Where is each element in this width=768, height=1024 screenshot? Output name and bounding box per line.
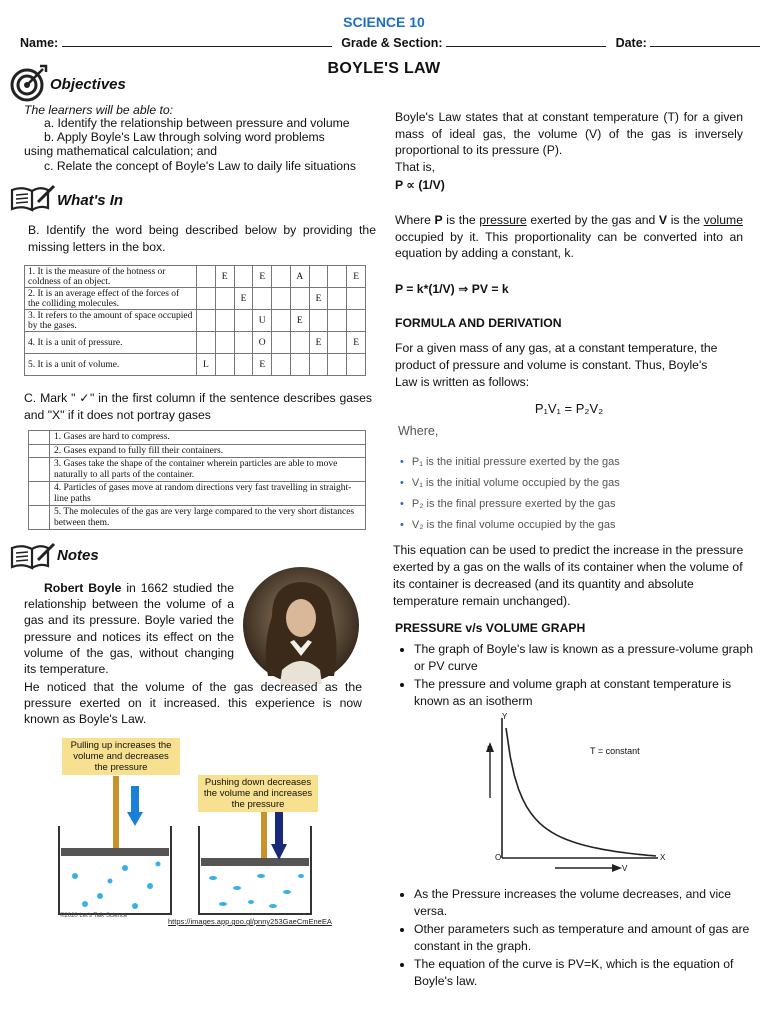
objectives-intro: The learners will be able to: bbox=[24, 103, 174, 117]
conclusion-bullet: • As the Pressure increases the volume decreases, and vice versa. bbox=[414, 886, 759, 920]
image-link[interactable]: https://images.app.goo.gl/pnny253GaeCmEneEA bbox=[168, 917, 332, 926]
letter-box[interactable] bbox=[290, 354, 309, 376]
name-line bbox=[20, 34, 750, 50]
conclusion-bullet: • Other parameters such as temperature and amount of gas are constant in the graph. bbox=[414, 921, 759, 955]
notes-heading: Notes bbox=[57, 547, 99, 564]
where-label: Where, bbox=[398, 424, 439, 438]
bullet-dot-icon: • bbox=[400, 456, 404, 468]
boyle-paragraph-2: He noticed that the volume of the gas decreased as the pressure exerted on it increased. this experience is now known as Boyle's Law. bbox=[24, 680, 362, 727]
where-item bbox=[400, 452, 716, 472]
statement-cell: 4. Particles of gases move at random directions very fast travelling in straight-line paths bbox=[50, 482, 366, 506]
target-icon bbox=[10, 64, 48, 102]
statement-row bbox=[29, 431, 366, 445]
where-list bbox=[398, 452, 716, 536]
statement-row bbox=[29, 458, 366, 482]
letter-box[interactable] bbox=[197, 332, 216, 354]
letter-box[interactable] bbox=[347, 310, 366, 332]
clue-cell: 3. It refers to the amount of space occupied by the gases. bbox=[25, 310, 197, 332]
formula-text: For a given mass of any gas, at a constant temperature, the product of pressure and volume is constant. Thus, Boyle's Law is written as follows: bbox=[395, 341, 718, 389]
boyle-name: Robert Boyle bbox=[44, 581, 122, 595]
letter-box[interactable]: E bbox=[253, 354, 272, 376]
letter-box[interactable] bbox=[328, 288, 347, 310]
where-text-2: is the bbox=[442, 213, 480, 227]
conclusion-bullets bbox=[396, 886, 759, 991]
letter-box[interactable] bbox=[215, 310, 234, 332]
letter-box[interactable] bbox=[253, 288, 272, 310]
where-item-text: V₂ is the final volume occupied by the gas bbox=[411, 519, 616, 531]
robert-boyle-portrait bbox=[242, 566, 360, 684]
where-item bbox=[400, 515, 716, 535]
graph-bullet: • The graph of Boyle's law is known as a pressure-volume graph or PV curve bbox=[414, 641, 759, 675]
letter-box[interactable]: E bbox=[309, 288, 328, 310]
statement-cell: 5. The molecules of the gas are very large compared to the very short distances between them. bbox=[50, 506, 366, 530]
word-table bbox=[24, 265, 366, 376]
pv-graph bbox=[480, 708, 675, 880]
predict-text: This equation can be used to predict the increase in the pressure exerted by a gas on the walls of its container when the volume of its container is decreased (and its quantity and absolute temperature remain unchanged). bbox=[393, 543, 744, 608]
objective-c: c. Relate the concept of Boyle's Law to daily life situations bbox=[44, 159, 356, 173]
where-paragraph bbox=[395, 212, 743, 262]
boyle-para1: in 1662 studied the relationship between the volume of a gas and its pressure. Boyle varied the pressure and notices its effect on the volume of the gas, without changing its temperature. bbox=[24, 581, 234, 677]
page-title: BOYLE'S LAW bbox=[327, 60, 441, 77]
letter-box[interactable]: E bbox=[309, 332, 328, 354]
letter-box[interactable] bbox=[272, 332, 291, 354]
letter-box[interactable] bbox=[347, 354, 366, 376]
letter-box[interactable]: E bbox=[253, 266, 272, 288]
word-row bbox=[25, 288, 366, 310]
push-caption: Pushing down decreases the volume and increases the pressure bbox=[198, 775, 318, 812]
mark-cell[interactable] bbox=[29, 431, 50, 445]
objective-b: b. Apply Boyle's Law through solving word problems bbox=[44, 130, 325, 144]
where-pressure-word: pressure bbox=[479, 213, 527, 227]
book-pen-icon bbox=[10, 184, 56, 212]
graph-bullet: • The pressure and volume graph at constant temperature is known as an isotherm bbox=[414, 676, 759, 710]
letter-box[interactable]: L bbox=[197, 354, 216, 376]
letter-box[interactable]: E bbox=[234, 288, 253, 310]
letter-box[interactable] bbox=[328, 310, 347, 332]
name-label: Name: bbox=[20, 36, 59, 50]
statement-row bbox=[29, 444, 366, 458]
clue-cell: 5. It is a unit of volume. bbox=[25, 354, 197, 376]
where-item bbox=[400, 494, 716, 514]
word-row bbox=[25, 332, 366, 354]
date-label: Date: bbox=[615, 36, 647, 50]
letter-box[interactable] bbox=[197, 310, 216, 332]
letter-box[interactable] bbox=[328, 332, 347, 354]
letter-box[interactable] bbox=[234, 310, 253, 332]
pull-caption: Pulling up increases the volume and decreases the pressure bbox=[62, 738, 180, 775]
objective-b-cont: using mathematical calculation; and bbox=[24, 144, 218, 158]
instruction-b: B. Identify the word being described below by providing the missing letters in the box. bbox=[28, 223, 376, 254]
letter-box[interactable] bbox=[234, 266, 253, 288]
letter-box[interactable]: E bbox=[215, 266, 234, 288]
where-v-symbol: V bbox=[658, 213, 668, 227]
letter-box[interactable] bbox=[290, 332, 309, 354]
letter-box[interactable] bbox=[309, 310, 328, 332]
word-row bbox=[25, 266, 366, 288]
formula-heading: FORMULA AND DERIVATION bbox=[395, 316, 562, 330]
letter-box[interactable] bbox=[272, 266, 291, 288]
graph-y-label: Y bbox=[502, 712, 508, 721]
graph-t-label: T = constant bbox=[590, 746, 640, 756]
where-text-1: Where bbox=[395, 213, 435, 227]
letter-box[interactable]: A bbox=[290, 266, 309, 288]
date-blank bbox=[650, 34, 760, 47]
statement-cell: 2. Gases expand to fully fill their containers. bbox=[50, 444, 366, 458]
letter-box[interactable] bbox=[309, 266, 328, 288]
where-text-4: is the bbox=[667, 213, 704, 227]
statement-cell: 3. Gases take the shape of the container wherein particles are able to move naturally to all parts of the container. bbox=[50, 458, 366, 482]
where-item bbox=[400, 473, 716, 493]
letter-box[interactable] bbox=[272, 288, 291, 310]
where-item-text: P₂ is the final pressure exerted by the gas bbox=[411, 498, 616, 510]
where-item-text: V₁ is the initial volume occupied by the gas bbox=[411, 477, 620, 489]
proportionality: P ∝ (1/V) bbox=[395, 178, 445, 192]
letter-box[interactable] bbox=[272, 354, 291, 376]
grade-label: Grade & Section: bbox=[341, 36, 443, 50]
letter-box[interactable] bbox=[215, 354, 234, 376]
word-row bbox=[25, 310, 366, 332]
statement-row bbox=[29, 506, 366, 530]
graph-p-label: P bbox=[487, 745, 493, 754]
letter-box[interactable] bbox=[328, 354, 347, 376]
where-text-3: exerted by the gas and bbox=[526, 213, 659, 227]
where-volume-word: volume bbox=[703, 213, 743, 227]
boyle-formula: P₁V₁ = P₂V₂ bbox=[534, 401, 604, 416]
image-credit: ©2020 Let's Talk Science bbox=[60, 913, 128, 919]
graph-heading: PRESSURE v/s VOLUME GRAPH bbox=[395, 621, 586, 635]
where-p-symbol: P bbox=[434, 213, 443, 227]
letter-box[interactable] bbox=[197, 266, 216, 288]
letter-box[interactable] bbox=[272, 310, 291, 332]
word-row bbox=[25, 354, 366, 376]
bullet-dot-icon: • bbox=[400, 477, 404, 489]
graph-o-label: O bbox=[495, 853, 502, 862]
that-is: That is, bbox=[395, 160, 435, 174]
gas-properties-table bbox=[28, 430, 366, 530]
graph-x-label: X bbox=[660, 853, 666, 862]
grade-blank bbox=[446, 34, 606, 47]
letter-box[interactable]: O bbox=[253, 332, 272, 354]
letter-box[interactable] bbox=[215, 288, 234, 310]
clue-cell: 1. It is the measure of the hotness or coldness of an object. bbox=[25, 266, 197, 288]
letter-box[interactable] bbox=[328, 266, 347, 288]
notes-book-icon bbox=[10, 542, 56, 570]
objective-a: a. Identify the relationship between pressure and volume bbox=[44, 116, 350, 130]
objectives-heading: Objectives bbox=[50, 76, 126, 93]
law-intro: Boyle's Law states that at constant temperature (T) for a given mass of ideal gas, the volume (V) of the gas is inversely proportional to its pressure (P). bbox=[395, 110, 743, 157]
bullet-dot-icon: • bbox=[400, 519, 404, 531]
letter-box[interactable] bbox=[309, 354, 328, 376]
letter-box[interactable]: E bbox=[347, 266, 366, 288]
where-item-text: P₁ is the initial pressure exerted by the gas bbox=[411, 456, 620, 468]
clue-cell: 4. It is a unit of pressure. bbox=[25, 332, 197, 354]
statement-row bbox=[29, 482, 366, 506]
letter-box[interactable] bbox=[197, 288, 216, 310]
graph-bullets bbox=[396, 641, 759, 711]
mark-cell[interactable] bbox=[29, 444, 50, 458]
instruction-c: C. Mark " ✓" in the first column if the sentence describes gases and "X" if it does not portray gases bbox=[24, 391, 372, 422]
letter-box[interactable] bbox=[234, 354, 253, 376]
where-text-5: occupied by it. This proportionality can be converted into an equation by adding a constant, k. bbox=[395, 229, 743, 260]
graph-v-label: V bbox=[622, 864, 628, 873]
subject-heading: SCIENCE 10 bbox=[343, 14, 425, 30]
letter-box[interactable]: E bbox=[290, 310, 309, 332]
letter-box[interactable]: E bbox=[347, 332, 366, 354]
whats-in-heading: What's In bbox=[57, 192, 124, 209]
letter-box[interactable] bbox=[234, 332, 253, 354]
name-blank bbox=[62, 34, 332, 47]
letter-box[interactable]: U bbox=[253, 310, 272, 332]
equation-k: P = k*(1/V) ⇒ PV = k bbox=[395, 282, 509, 296]
mark-cell[interactable] bbox=[29, 482, 50, 506]
statement-cell: 1. Gases are hard to compress. bbox=[50, 431, 366, 445]
mark-cell[interactable] bbox=[29, 458, 50, 482]
letter-box[interactable] bbox=[347, 288, 366, 310]
clue-cell: 2. It is an average effect of the forces of the colliding molecules. bbox=[25, 288, 197, 310]
boyle-paragraph bbox=[24, 580, 234, 677]
bullet-dot-icon: • bbox=[400, 498, 404, 510]
letter-box[interactable] bbox=[290, 288, 309, 310]
mark-cell[interactable] bbox=[29, 506, 50, 530]
conclusion-bullet: • The equation of the curve is PV=K, which is the equation of Boyle's law. bbox=[414, 956, 759, 990]
letter-box[interactable] bbox=[215, 332, 234, 354]
